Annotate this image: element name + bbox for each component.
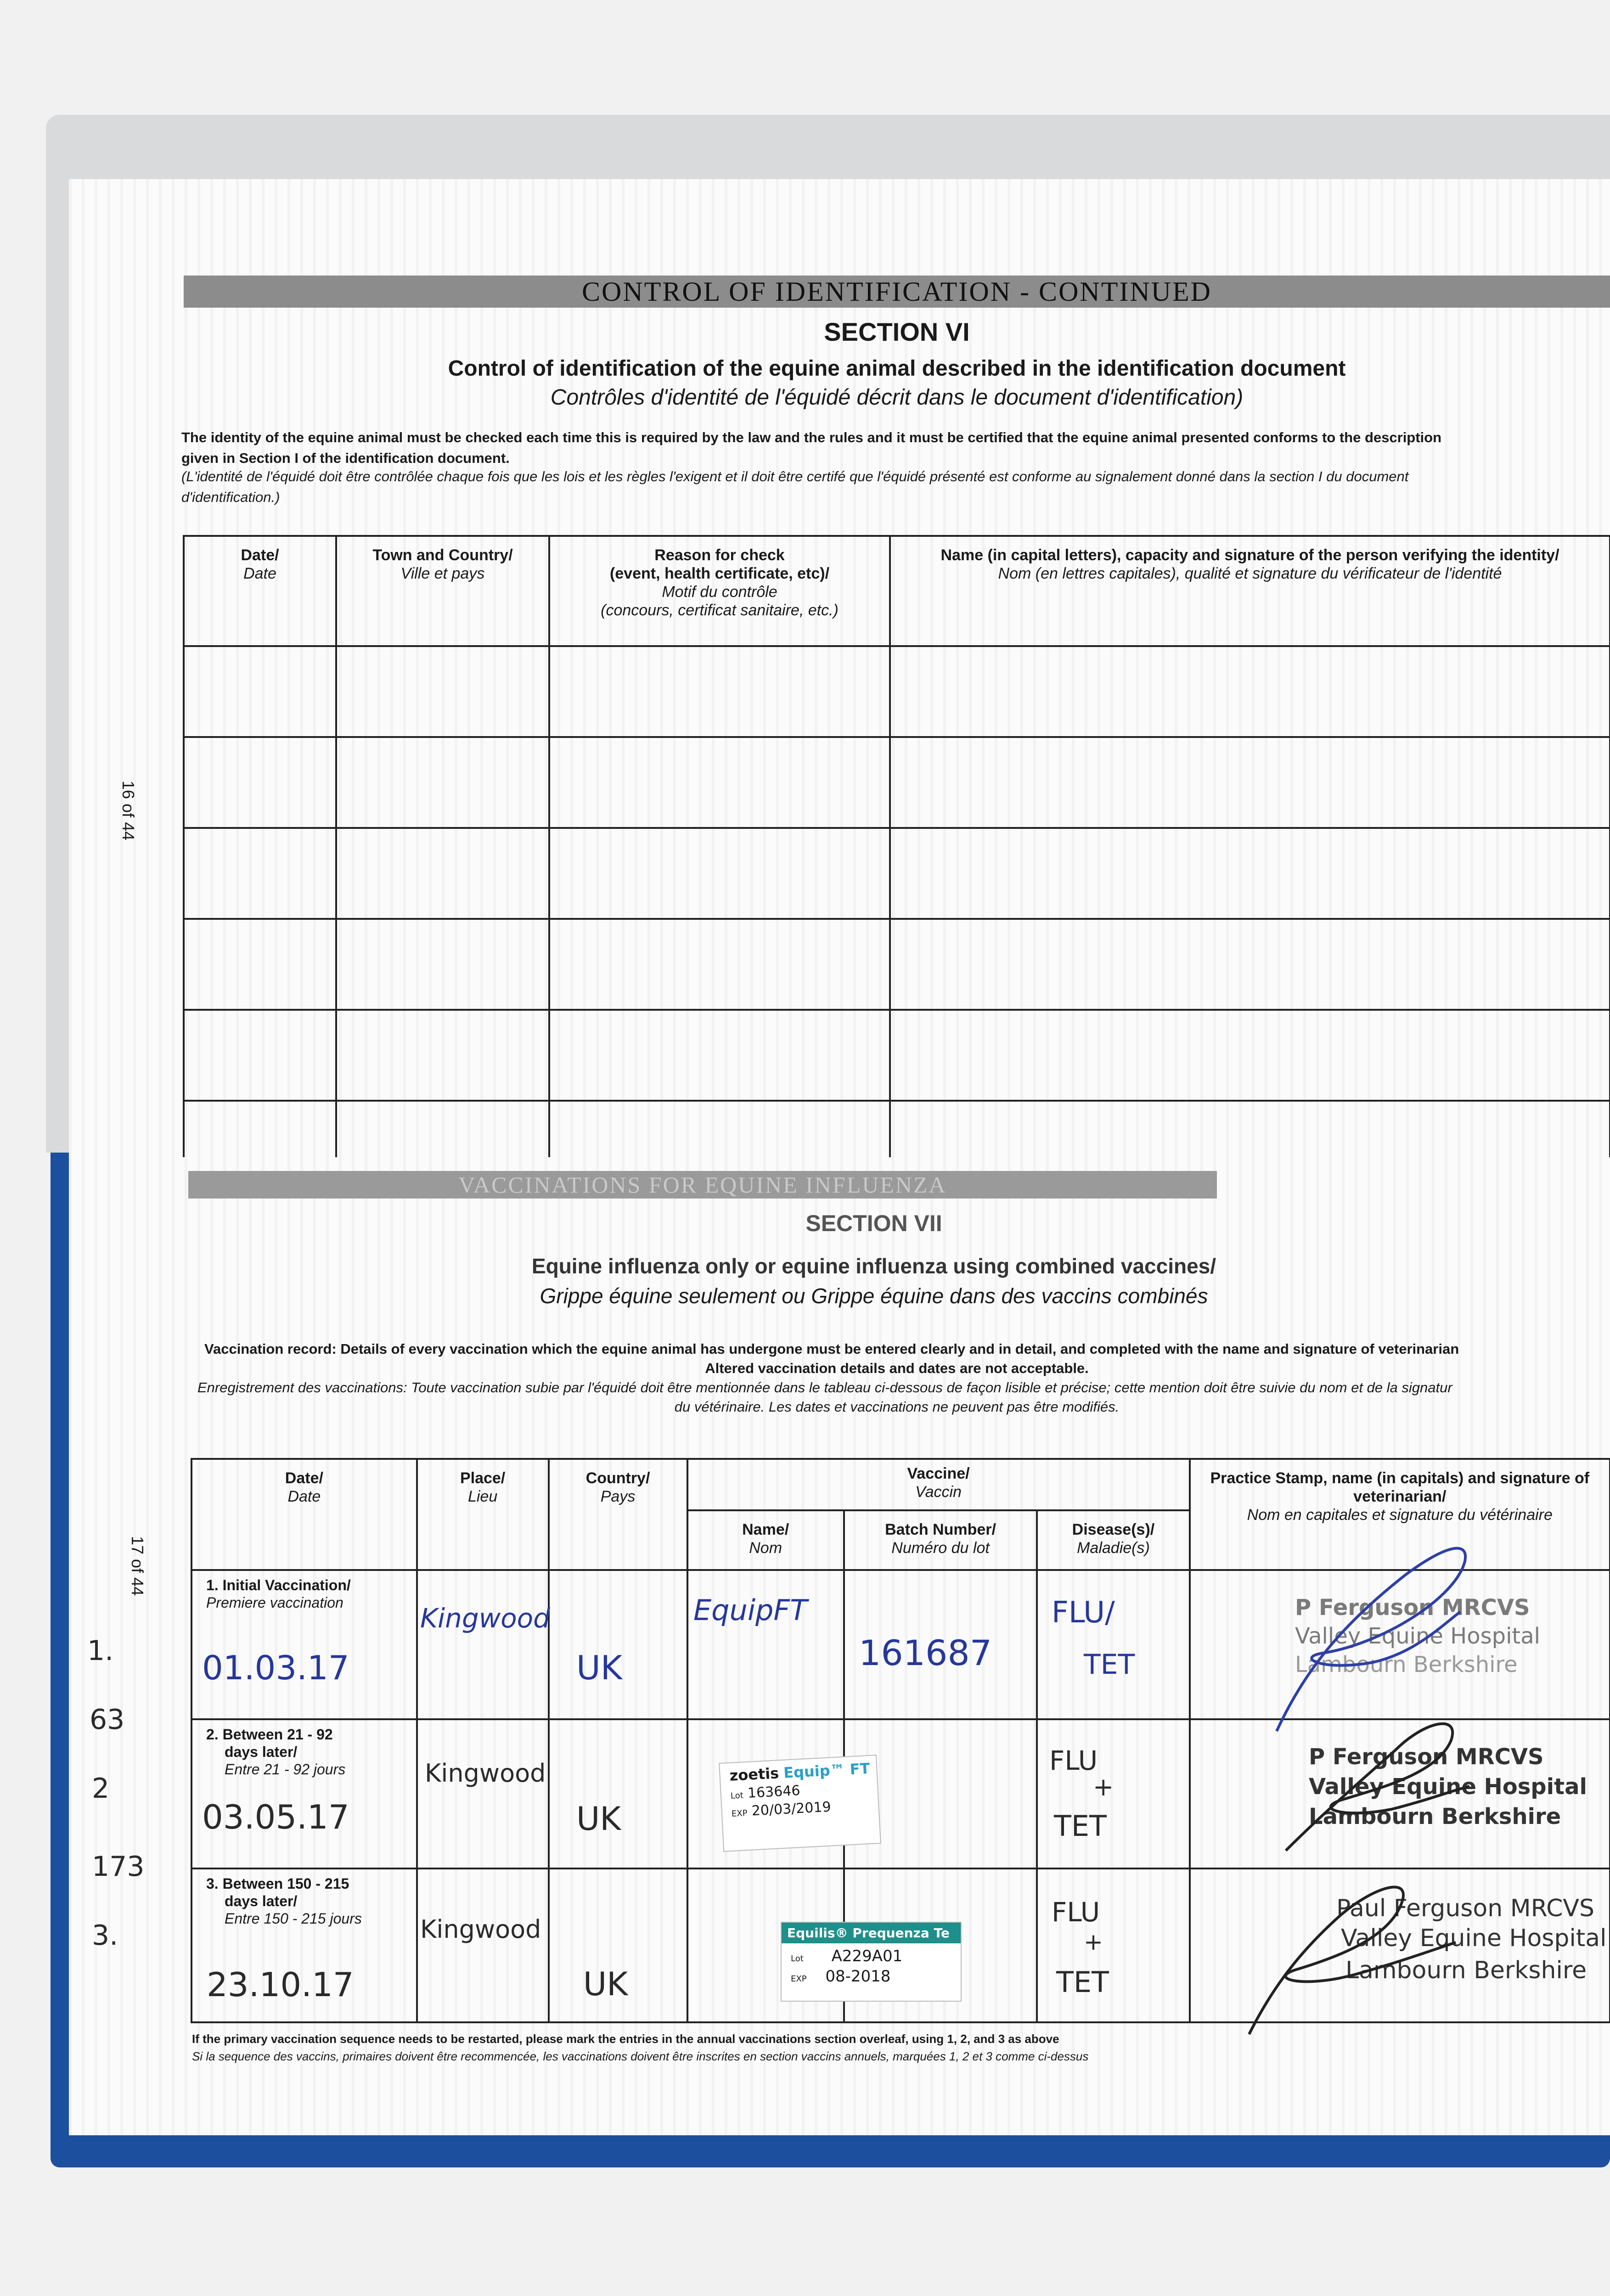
- vet-stamp-line: Lambourn Berkshire: [1295, 1652, 1518, 1677]
- handwritten-date: 03.05.17: [202, 1798, 349, 1836]
- section-heading-vii: SECTION VII: [805, 1210, 942, 1236]
- footer-note-en: If the primary vaccination sequence needs to be restarted, please mark the entries in the annual vaccinations section overleaf, using 1, 2, and 3 as above: [192, 2032, 1059, 2046]
- vaccine-sticker-equilis: Equilis® Prequenza Te Lot A229A01 EXP 08-2018: [781, 1922, 962, 2002]
- page-number: 17 of 44: [128, 1536, 147, 1596]
- sticker-exp: 08-2018: [825, 1967, 891, 1986]
- margin-note: 173: [92, 1851, 145, 1883]
- identity-check-table: [183, 535, 1610, 1166]
- col-stamp-header: Practice Stamp, name (in capitals) and signature of veterinarian/ Nom en capitales et signature du vétérinaire: [1190, 1459, 1610, 1570]
- sticker-exp: 20/03/2019: [751, 1799, 832, 1819]
- table-cell[interactable]: [549, 1010, 890, 1101]
- section-banner: CONTROL OF IDENTIFICATION - CONTINUED: [184, 276, 1610, 308]
- section-title-en: Control of identification of the equine animal described in the identification document: [448, 356, 1346, 381]
- sticker-lot: 163646: [747, 1782, 801, 1801]
- handwritten-date: 23.10.17: [207, 1965, 354, 2004]
- vaccination-title-fr: Grippe équine seulement ou Grippe équine dans des vaccins combinés: [540, 1284, 1208, 1308]
- table-cell[interactable]: [184, 1010, 336, 1101]
- table-cell[interactable]: [184, 919, 336, 1010]
- handwritten-country: UK: [576, 1800, 621, 1838]
- handwritten-vaccine: EquipFT: [693, 1593, 807, 1627]
- table-cell[interactable]: [417, 1719, 549, 1868]
- table-cell[interactable]: [549, 1719, 687, 1868]
- handwritten-place: Kingwood: [425, 1759, 546, 1788]
- table-cell[interactable]: [890, 737, 1610, 828]
- handwritten-disease: FLU: [1052, 1896, 1100, 1928]
- vet-stamp-line: Valley Equine Hospital: [1341, 1925, 1607, 1952]
- intro-en-1: The identity of the equine animal must be checked each time this is required by the law and the rules and it must be certified that the equine animal presented conforms to the description: [181, 429, 1442, 445]
- page-number: 16 of 44: [119, 781, 138, 841]
- col-date-header: Date/ Date: [184, 536, 336, 646]
- sticker-lot: A229A01: [831, 1947, 903, 1965]
- vet-stamp-line: Valley Equine Hospital: [1295, 1623, 1540, 1649]
- table-cell[interactable]: [549, 828, 890, 919]
- vet-stamp-line: Lambourn Berkshire: [1309, 1804, 1561, 1829]
- handwritten-disease: TET: [1084, 1649, 1135, 1681]
- sticker-brand: zoetis: [729, 1764, 780, 1784]
- table-cell[interactable]: [890, 1101, 1610, 1165]
- table-cell[interactable]: [890, 919, 1610, 1010]
- table-cell[interactable]: [549, 1570, 687, 1719]
- table-cell[interactable]: [184, 646, 336, 737]
- footer-note-fr: Si la sequence des vaccins, primaires doivent être recommencée, les vaccinations doivent être inscrites en section vaccins annuels, marquées 1, 2 et 3 comme ci-dessus: [192, 2049, 1089, 2063]
- vaccination-title-en: Equine influenza only or equine influenza using combined vaccines/: [531, 1254, 1216, 1278]
- vet-stamp-line: Paul Ferguson MRCVS: [1336, 1895, 1594, 1922]
- section-title-fr: Contrôles d'identité de l'équidé décrit dans le document d'identification): [550, 385, 1244, 410]
- table-cell[interactable]: [184, 1101, 336, 1165]
- table-cell[interactable]: [890, 646, 1610, 737]
- vet-stamp-line: P Ferguson MRCVS: [1309, 1744, 1544, 1770]
- section-heading: SECTION VI: [824, 317, 970, 346]
- vet-stamp-line: Valley Equine Hospital: [1309, 1774, 1587, 1800]
- sticker-product: Equip™ FT: [783, 1759, 871, 1782]
- row-label-cell[interactable]: 1. Initial Vaccination/ Premiere vaccination: [191, 1570, 417, 1719]
- vet-signature: [1277, 1694, 1488, 1860]
- table-cell[interactable]: [1037, 1570, 1189, 1719]
- col-town-header: Town and Country/ Ville et pays: [336, 536, 549, 646]
- intro-fr-2: d'identification.): [181, 489, 280, 505]
- handwritten-disease: TET: [1056, 1965, 1109, 1999]
- table-cell[interactable]: [890, 1010, 1610, 1101]
- table-cell[interactable]: [184, 737, 336, 828]
- margin-note: 1.: [87, 1635, 114, 1667]
- table-cell[interactable]: [184, 828, 336, 919]
- vet-signature: [1240, 1851, 1469, 2043]
- handwritten-disease: TET: [1054, 1809, 1107, 1843]
- table-cell[interactable]: [890, 828, 1610, 919]
- intro-fr-1: (L'identité de l'équidé doit être contrôlée chaque fois que les lois et les règles l'exigent et il doit être certifé que l'équidé présenté est conforme au signalement donné dans la section I du document: [181, 468, 1409, 484]
- col-reason-header: Reason for check (event, health certificate, etc)/ Motif du contrôle (concours, certificat sanitaire, etc.): [549, 536, 890, 646]
- sticker-product: Equilis® Prequenza Te: [782, 1923, 961, 1943]
- vaccine-sticker-zoetis: zoetis Equip™ FT Lot 163646 EXP 20/03/2019: [719, 1755, 881, 1852]
- record-en-1: Vaccination record: Details of every vaccination which the equine animal has undergone must be entered clearly and in detail, and completed with the name and signature of veterinarian: [204, 1341, 1459, 1357]
- record-fr-2: du vétérinaire. Les dates et vaccinations ne peuvent pas être modifiés.: [674, 1399, 1120, 1415]
- table-cell[interactable]: [336, 1101, 549, 1165]
- table-cell[interactable]: [417, 1570, 549, 1719]
- row-label-cell[interactable]: 2. Between 21 - 92 days later/ Entre 21 - 92 jours: [191, 1719, 417, 1868]
- vet-stamp-line: Lambourn Berkshire: [1345, 1957, 1587, 1984]
- table-cell[interactable]: [549, 737, 890, 828]
- handwritten-place: Kingwood: [420, 1603, 550, 1634]
- table-cell[interactable]: [687, 1570, 844, 1719]
- handwritten-batch: 161687: [859, 1632, 992, 1673]
- section-banner-vaccinations: VACCINATIONS FOR EQUINE INFLUENZA: [188, 1171, 1217, 1199]
- col-place-header: Place/ Lieu: [417, 1459, 549, 1570]
- record-fr-1: Enregistrement des vaccinations: Toute vaccination subie par l'équidé doit être mentionnée dans le tableau ci-dessous de façon lisible et précise; cette mention doit être suivie du nom et de la signatur: [197, 1379, 1452, 1396]
- record-en-2: Altered vaccination details and dates are not acceptable.: [705, 1360, 1089, 1376]
- table-cell[interactable]: [549, 1101, 890, 1165]
- table-cell[interactable]: [1037, 1868, 1189, 2022]
- handwritten-disease: FLU: [1049, 1745, 1098, 1776]
- table-cell[interactable]: [336, 828, 549, 919]
- margin-note: 63: [90, 1704, 125, 1736]
- table-cell[interactable]: [549, 919, 890, 1010]
- col-disease-header: Disease(s)/ Maladie(s): [1037, 1510, 1189, 1570]
- col-name-header: Name (in capital letters), capacity and signature of the person verifying the identity/ Nom (en lettres capitales), qualité et signature du vérificateur de l'identité: [890, 536, 1610, 646]
- col-date-header: Date/ Date: [191, 1459, 417, 1570]
- col-country-header: Country/ Pays: [549, 1459, 687, 1570]
- row-label-cell[interactable]: 3. Between 150 - 215 days later/ Entre 150 - 215 jours: [191, 1868, 417, 2022]
- table-cell[interactable]: [417, 1868, 549, 2022]
- col-vaccine-name-header: Name/ Nom: [687, 1510, 844, 1570]
- handwritten-disease: +: [1093, 1773, 1114, 1801]
- table-cell[interactable]: [336, 1010, 549, 1101]
- intro-en-2: given in Section I of the identification document.: [181, 450, 510, 466]
- margin-note: 2: [92, 1773, 110, 1805]
- table-cell[interactable]: [336, 919, 549, 1010]
- handwritten-date: 01.03.17: [202, 1649, 349, 1687]
- handwritten-disease: +: [1084, 1929, 1103, 1955]
- handwritten-place: Kingwood: [420, 1915, 541, 1944]
- handwritten-disease: FLU/: [1052, 1596, 1115, 1630]
- table-cell[interactable]: [336, 737, 549, 828]
- handwritten-country: UK: [576, 1649, 622, 1687]
- margin-note: 3.: [92, 1919, 118, 1952]
- table-cell[interactable]: [336, 646, 549, 737]
- col-batch-header: Batch Number/ Numéro du lot: [844, 1510, 1037, 1570]
- table-cell[interactable]: [549, 646, 890, 737]
- handwritten-country: UK: [583, 1965, 628, 2003]
- col-vaccine-header: Vaccine/ Vaccin: [687, 1459, 1190, 1510]
- vet-stamp-line: P Ferguson MRCVS: [1295, 1595, 1530, 1621]
